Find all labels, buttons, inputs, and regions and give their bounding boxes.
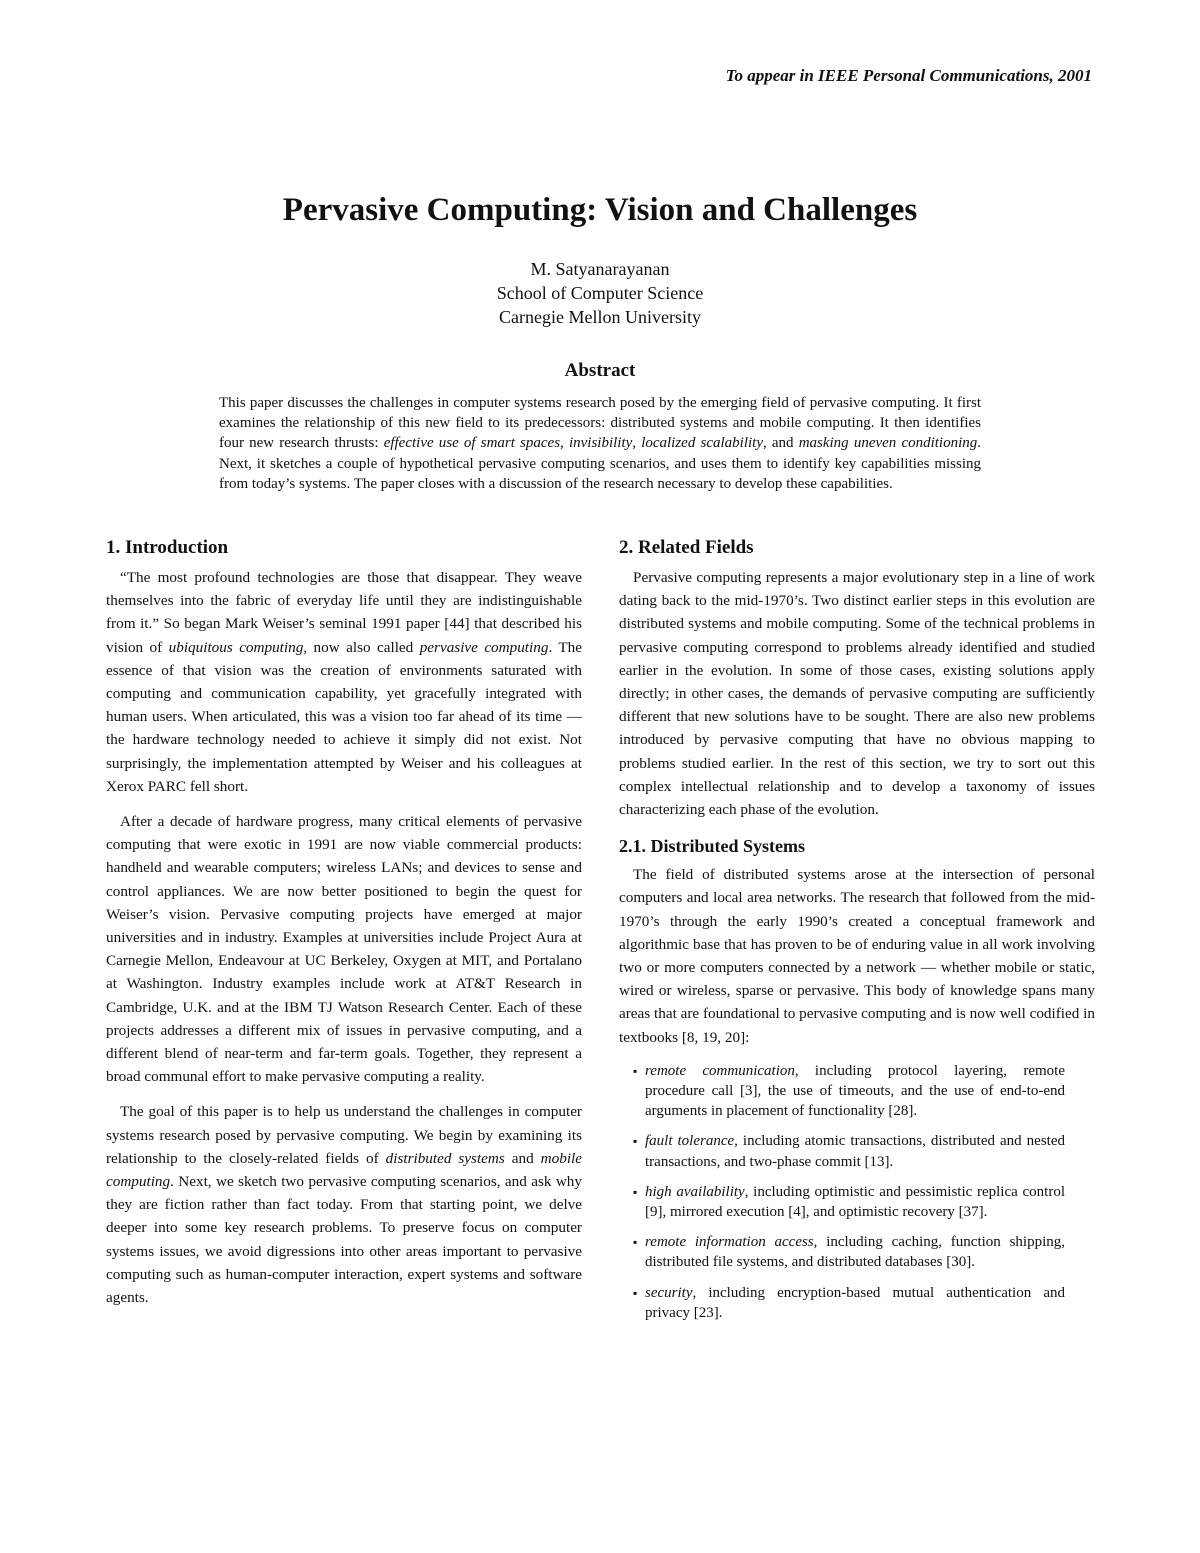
abstract-text-1: This paper discusses the challenges in computer systems research posed by the emerging field of pervasive computing. It first examines the relationship of this new field to its predecessors: distributed systems and mobile computing. It then identifies four new research thrusts: xyxy=(219,395,981,452)
intro-p3-text-1: The goal of this paper is to help us understand the challenges in computer systems research posed by pervasive computing. We begin by examining its relationship to the closely-related fields of xyxy=(106,1103,582,1167)
right-column xyxy=(619,536,1095,1333)
abstract-text-4: , and xyxy=(762,435,799,452)
abstract-text-5: . Next, it sketches a couple of hypothetical pervasive computing scenarios, and uses them to identify key capabilities missing from today’s systems. The paper closes with a discussion of the research necessary to develop these capabilities. xyxy=(219,435,982,492)
bullet-term: remote communication xyxy=(645,1062,795,1079)
intro-paragraph-1 xyxy=(106,566,582,798)
bullet-dot-icon: ▪ xyxy=(633,1063,638,1078)
bullet-item xyxy=(633,1182,1065,1222)
bullet-dot-icon: ▪ xyxy=(633,1134,638,1149)
related-heading: 2. Related Fields xyxy=(619,537,754,558)
bullet-term: high availability xyxy=(645,1183,745,1200)
author-department: School of Computer Science xyxy=(496,283,704,303)
intro-p1-text-1: “The most profound technologies are those that disappear. They weave themselves into the fabric of everyday life until they are indistinguishable from it.” So began Mark Weiser’s seminal 1991 paper [44] that described his vision of xyxy=(106,569,582,656)
author-university: Carnegie Mellon University xyxy=(499,307,701,327)
paper-title: Pervasive Computing: Vision and Challenges xyxy=(282,192,918,228)
bullet-text: , including protocol layering, remote procedure call [3], the use of timeouts, and the use of end-to-end arguments in placement of functionality [28]. xyxy=(645,1062,1065,1120)
running-head: To appear in IEEE Personal Communications, 2001 xyxy=(725,66,1092,85)
intro-paragraph-2: After a decade of hardware progress, many critical elements of pervasive computing that were exotic in 1991 are now viable commercial products: handheld and wearable computers; wireless LANs; and devices to sense and control appliances. We are now better positioned to begin the quest for Weiser’s vision. Pervasive computing projects have emerged at major universities and in industry. Examples at universities include Project Aura at Carnegie Mellon, Endeavour at UC Berkeley, Oxygen at MIT, and Portalano at Washington. Industry examples include work at AT&T Research in Cambridge, U.K. and at the IBM TJ Watson Research Center. Each of these projects addresses a different mix of issues in pervasive computing, and a different blend of near-term and far-term goals. Together, they represent a broad communal effort to make pervasive computing a reality. xyxy=(106,813,582,1086)
abstract-body xyxy=(219,393,981,494)
abstract-em-1: effective use of smart spaces xyxy=(383,435,561,452)
bullet-dot-icon: ▪ xyxy=(633,1285,638,1300)
bullet-term: security xyxy=(645,1284,693,1301)
bullet-text: , including atomic transactions, distributed and nested transactions, and two-phase commit [13]. xyxy=(645,1133,1066,1170)
intro-p3-em-1: distributed systems xyxy=(385,1149,505,1167)
author-block xyxy=(0,257,1200,329)
distributed-paragraph-1: The field of distributed systems arose at the intersection of personal computers and local area networks. The research that followed from the mid-1970’s through the early 1990’s created a conceptual framework and algorithmic base that has proven to be of enduring value in all work involving two or more computers connected by a network — whether mobile or static, wired or wireless, sparse or pervasive. This body of knowledge spans many areas that are foundational to pervasive computing and is now well codified in textbooks [8, 19, 20]: xyxy=(619,866,1095,1046)
abstract-em-2: invisibility xyxy=(568,435,633,452)
bullet-item xyxy=(633,1061,1065,1122)
abstract-em-3: localized scalability xyxy=(641,435,763,452)
abstract-text-2: , xyxy=(560,435,569,452)
distributed-heading: 2.1. Distributed Systems xyxy=(619,836,806,857)
bullet-text: , including encryption-based mutual authentication and privacy [23]. xyxy=(645,1284,1065,1321)
bullet-item xyxy=(633,1283,1065,1323)
bullet-item xyxy=(633,1232,1065,1272)
intro-p1-em-1: ubiquitous computing xyxy=(168,638,304,656)
distributed-bullet-list xyxy=(619,1061,1095,1323)
intro-heading: 1. Introduction xyxy=(106,537,229,558)
intro-p1-em-2: pervasive computing xyxy=(419,638,549,656)
intro-p1-text-3: . The essence of that vision was the creation of environments saturated with computing and communication capability, yet gracefully integrated with human users. When articulated, this was a vision too far ahead of its time — the hardware technology needed to achieve it simply did not exist. Not surprisingly, the implementation attempted by Weiser and his colleagues at Xerox PARC fell short. xyxy=(106,638,582,795)
intro-p1-text-2: , now also called xyxy=(303,638,420,656)
abstract-em-4: masking uneven conditioning xyxy=(798,435,978,452)
bullet-term: remote information access xyxy=(645,1234,814,1251)
abstract-text-3: , xyxy=(632,435,642,452)
left-column xyxy=(106,536,582,1321)
intro-p3-text-3: . Next, we sketch two pervasive computing scenarios, and ask why they are fiction rather than fact today. From that starting point, we delve deeper into some key research problems. To preserve focus on computer systems issues, we avoid digressions into other areas important to pervasive computing such as human-computer interaction, expert systems and software agents. xyxy=(106,1173,582,1307)
bullet-dot-icon: ▪ xyxy=(633,1184,638,1199)
bullet-term: fault tolerance xyxy=(645,1133,735,1150)
bullet-dot-icon: ▪ xyxy=(633,1235,638,1250)
intro-p3-text-2: and xyxy=(504,1149,541,1167)
bullet-text: , including caching, function shipping, distributed file systems, and distributed databases [30]. xyxy=(645,1234,1065,1271)
bullet-item xyxy=(633,1131,1066,1171)
intro-p3-em-2: mobile computing xyxy=(106,1149,583,1191)
author-name: M. Satyanarayanan xyxy=(530,259,670,279)
intro-paragraph-3 xyxy=(106,1100,582,1309)
bullet-text: , including optimistic and pessimistic replica control [9], mirrored execution [4], and optimistic recovery [37]. xyxy=(645,1183,1065,1221)
abstract-heading: Abstract xyxy=(564,360,636,381)
related-paragraph-1: Pervasive computing represents a major evolutionary step in a line of work dating back to the mid-1970’s. Two distinct earlier steps in this evolution are distributed systems and mobile computing. Some of the technical problems in pervasive computing correspond to problems already identified and studied earlier in the evolution. In some of those cases, existing solutions apply directly; in other cases, the demands of pervasive computing are sufficiently different that new solutions have to be sought. There are also new problems introduced by pervasive computing that have no obvious mapping to problems studied earlier. In the rest of this section, we try to sort out this complex intellectual relationship and to develop a taxonomy of issues characterizing each phase of the evolution. xyxy=(619,569,1095,819)
